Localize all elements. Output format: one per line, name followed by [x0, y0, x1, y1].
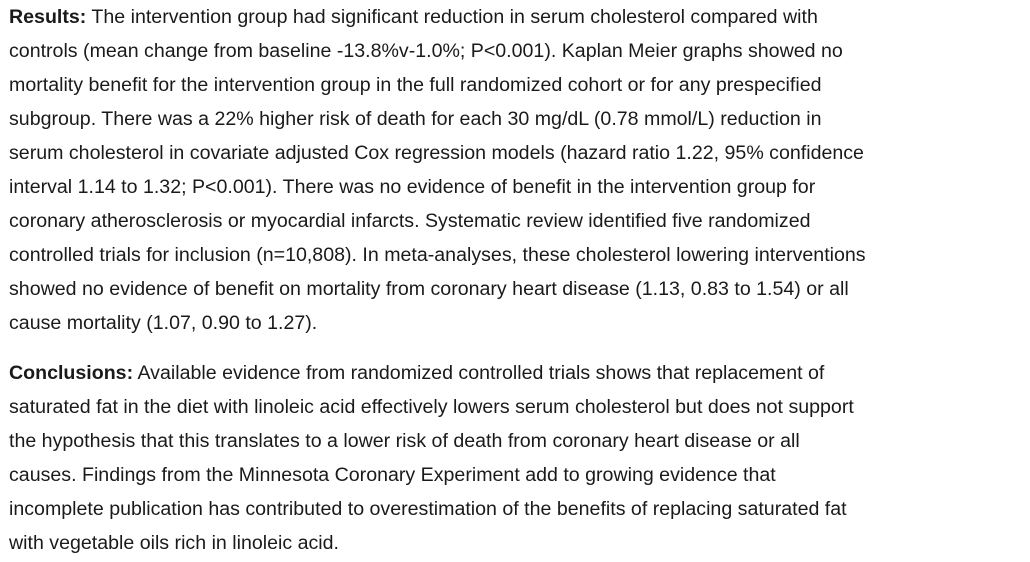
results-label: Results: — [9, 6, 87, 28]
conclusions-line-3: the hypothesis that this translates to a lower risk of death from coronary heart disease or all — [9, 430, 800, 452]
conclusions-line-2: saturated fat in the diet with linoleic acid effectively lowers serum cholesterol but does not support — [9, 396, 854, 418]
results-line-1 — [9, 0, 1030, 34]
results-line-7: coronary atherosclerosis or myocardial infarcts. Systematic review identified five randomized — [9, 210, 811, 232]
results-line-4: subgroup. There was a 22% higher risk of death for each 30 mg/dL (0.78 mmol/L) reduction in — [9, 108, 822, 130]
results-line-8: controlled trials for inclusion (n=10,808). In meta-analyses, these cholesterol lowering interventions — [9, 244, 866, 266]
results-line-3: mortality benefit for the intervention group in the full randomized cohort or for any prespecified — [9, 74, 822, 96]
conclusions-paragraph — [9, 356, 1030, 560]
conclusions-line-6: with vegetable oils rich in linoleic acid. — [9, 532, 339, 554]
conclusions-line-1 — [9, 356, 1030, 390]
results-line-5: serum cholesterol in covariate adjusted Cox regression models (hazard ratio 1.22, 95% confidence — [9, 142, 864, 164]
results-line-6: interval 1.14 to 1.32; P<0.001). There was no evidence of benefit in the intervention group for — [9, 176, 816, 198]
results-line-2: controls (mean change from baseline -13.8%v-1.0%; P<0.001). Kaplan Meier graphs showed no — [9, 40, 843, 62]
conclusions-label: Conclusions: — [9, 362, 134, 384]
results-line-9: showed no evidence of benefit on mortality from coronary heart disease (1.13, 0.83 to 1.54) or all — [9, 278, 849, 300]
conclusions-line-1-text: Available evidence from randomized controlled trials shows that replacement of — [133, 362, 825, 384]
conclusions-line-4: causes. Findings from the Minnesota Coronary Experiment add to growing evidence that — [9, 464, 776, 486]
results-paragraph — [9, 0, 1030, 340]
results-line-10: cause mortality (1.07, 0.90 to 1.27). — [9, 312, 318, 334]
results-line-1-text: The intervention group had significant reduction in serum cholesterol compared with — [86, 6, 818, 28]
conclusions-line-5: incomplete publication has contributed to overestimation of the benefits of replacing saturated fat — [9, 498, 847, 520]
